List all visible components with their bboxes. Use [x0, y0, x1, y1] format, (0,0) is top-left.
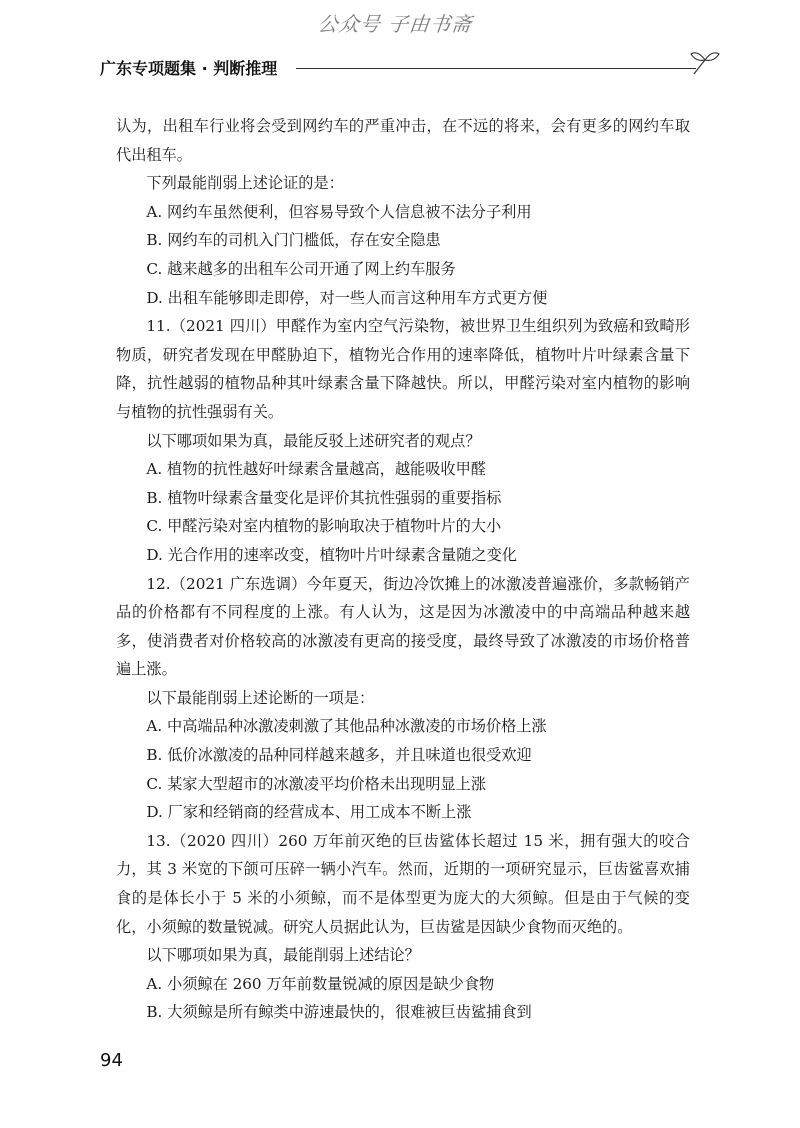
- running-header: [100, 52, 720, 82]
- paragraph: 下列最能削弱上述论证的是：: [146, 174, 344, 193]
- answer-option: A. 植物的抗性越好叶绿素含量越高，越能吸收甲醛: [146, 460, 486, 479]
- page-body: [116, 112, 690, 1027]
- paragraph: 13.（2020 四川）260 万年前灭绝的巨齿鲨体长超过 15 米，拥有强大的咬合力，其 3 米宽的下颌可压碎一辆小汽车。然而，近期的一项研究显示，巨齿鲨喜欢捕食的是体长小于 5 米的小须鲸，而不是体型更为庞大的大须鲸。但是由于气候的变化，小须鲸的数量锐减。研究人员据此认为，巨齿鲨是因缺少食物而灭绝的。: [116, 831, 690, 936]
- answer-option: C. 越来越多的出租车公司开通了网上约车服务: [146, 259, 456, 278]
- handwritten-watermark: 公众号 子由书斋: [316, 12, 474, 36]
- continued-paragraph: 认为，出租车行业将会受到网约车的严重冲击，在不远的将来，会有更多的网约车取代出租车。: [116, 117, 690, 164]
- paragraph: 以下哪项如果为真，最能反驳上述研究者的观点？: [146, 431, 481, 450]
- answer-option: B. 低价冰激凌的品种同样越来越多，并且味道也很受欢迎: [146, 746, 532, 765]
- answer-option: C. 甲醛污染对室内植物的影响取决于植物叶片的大小: [146, 517, 502, 536]
- paragraph: 11.（2021 四川）甲醛作为室内空气污染物，被世界卫生组织列为致癌和致畸形物质，研究者发现在甲醛胁迫下，植物光合作用的速率降低，植物叶片叶绿素含量下降，抗性越弱的植物品种其叶绿素含量下降越快。所以，甲醛污染对室内植物的影响与植物的抗性强弱有关。: [116, 317, 690, 421]
- answer-option: B. 网约车的司机入门门槛低，存在安全隐患: [146, 231, 441, 250]
- page-number: 94: [100, 1050, 123, 1071]
- answer-option: C. 某家大型超市的冰激凌平均价格未出现明显上涨: [146, 774, 487, 793]
- paragraph: 以下最能削弱上述论断的一项是：: [146, 688, 375, 707]
- answer-option: D. 光合作用的速率改变，植物叶片叶绿素含量随之变化: [146, 545, 517, 564]
- answer-option: B. 植物叶绿素含量变化是评价其抗性强弱的重要指标: [146, 488, 502, 507]
- header-rule: [296, 68, 696, 69]
- answer-option: B. 大须鲸是所有鲸类中游速最快的，很难被巨齿鲨捕食到: [146, 1003, 532, 1022]
- answer-option: D. 出租车能够即走即停，对一些人而言这种用车方式更方便: [146, 288, 548, 307]
- paragraph: 以下哪项如果为真，最能削弱上述结论？: [146, 946, 420, 965]
- sprout-icon: [688, 48, 722, 78]
- answer-option: A. 中高端品种冰激凌刺激了其他品种冰激凌的市场价格上涨: [146, 717, 547, 736]
- answer-option: D. 厂家和经销商的经营成本、用工成本不断上涨: [146, 803, 472, 822]
- paragraph: 12.（2021 广东选调）今年夏天，街边冷饮摊上的冰激凌普遍涨价，多款畅销产品的价格都有不同程度的上涨。有人认为，这是因为冰激凌中的中高端品种越来越多，使消费者对价格较高的冰激凌有更高的接受度，最终导致了冰激凌的市场价格普遍上涨。: [116, 574, 690, 679]
- answer-option: A. 小须鲸在 260 万年前数量锐减的原因是缺少食物: [146, 974, 495, 993]
- answer-option: A. 网约车虽然便利，但容易导致个人信息被不法分子利用: [146, 202, 532, 221]
- header-title: 广东专项题集 · 判断推理: [100, 59, 278, 78]
